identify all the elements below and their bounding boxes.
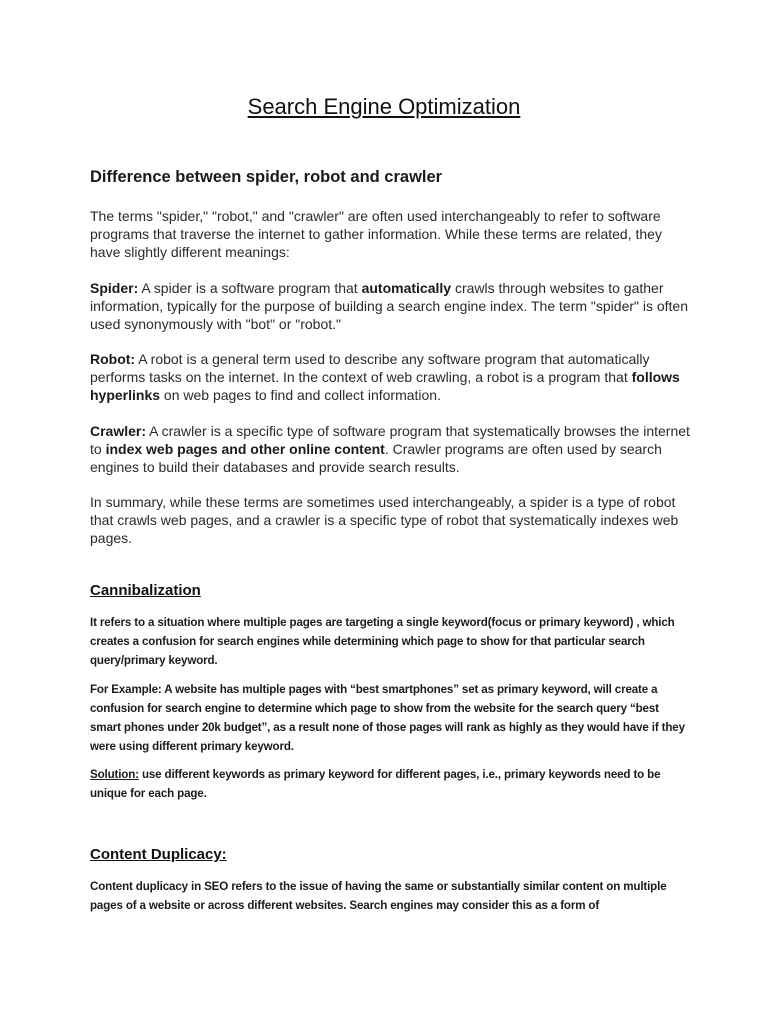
content-duplicacy-paragraph: Content duplicacy in SEO refers to the issue of having the same or substantially similar content on multiple pages of a website or across different websites. Search engines may consider this as a form of xyxy=(90,880,667,912)
document-title: Search Engine Optimization xyxy=(247,94,521,119)
crawler-text-b: . Crawler programs are often used by search engines to build their databases and provide search results. xyxy=(90,441,662,475)
intro-paragraph: The terms "spider," "robot," and "crawler" are often used interchangeably to refer to software programs that traverse the internet to gather information. While these terms are related, they have slightly different meanings: xyxy=(90,208,662,260)
robot-label: Robot: xyxy=(90,351,136,367)
spider-label: Spider: xyxy=(90,280,139,296)
spider-bold: automatically xyxy=(361,280,452,296)
spider-text-a: A spider is a software program that xyxy=(138,280,362,296)
cannibalization-paragraph-1: It refers to a situation where multiple pages are targeting a single keyword(focus or primary keyword) , which creates a confusion for search engines while determining which page to show for that particular search query/primary keyword. xyxy=(90,616,675,667)
robot-text-a: A robot is a general term used to describe any software program that automatically performs tasks on the internet. In the context of web crawling, a robot is a program that xyxy=(90,351,650,385)
crawler-paragraph xyxy=(90,422,690,476)
summary-paragraph: In summary, while these terms are sometimes used interchangeably, a spider is a type of robot that crawls web pages, and a crawler is a specific type of robot that systematically indexes web pages. xyxy=(90,494,679,546)
crawler-label: Crawler: xyxy=(90,423,147,439)
solution-label: Solution: xyxy=(90,768,139,781)
spider-text-b: crawls through websites to gather information, typically for the purpose of building a search engine index. The term "spider" is often used synonymously with "bot" or "robot." xyxy=(90,280,689,332)
robot-text-b: on web pages to find and collect information. xyxy=(160,387,441,403)
cannibalization-solution xyxy=(90,765,690,803)
content-duplicacy-heading: Content Duplicacy: xyxy=(90,846,227,863)
cannibalization-paragraph-2: For Example: A website has multiple pages with “best smartphones” set as primary keyword, will create a confusion for search engine to determine which page to show from the website for the search query “best smart phones under 20k budget”, as a result none of those pages will rank as highly as they would have if they were using different primary keyword. xyxy=(90,683,685,753)
section-subheading: Difference between spider, robot and crawler xyxy=(90,168,443,186)
robot-paragraph xyxy=(90,350,690,404)
spider-paragraph xyxy=(90,279,690,333)
solution-text: use different keywords as primary keyword for different pages, i.e., primary keywords need to be unique for each page. xyxy=(90,768,661,800)
robot-bold: follows hyperlinks xyxy=(90,369,680,403)
crawler-text-a: A crawler is a specific type of software program that systematically browses the internet to xyxy=(90,423,690,457)
crawler-bold: index web pages and other online content xyxy=(105,441,385,457)
cannibalization-heading: Cannibalization xyxy=(90,582,201,599)
